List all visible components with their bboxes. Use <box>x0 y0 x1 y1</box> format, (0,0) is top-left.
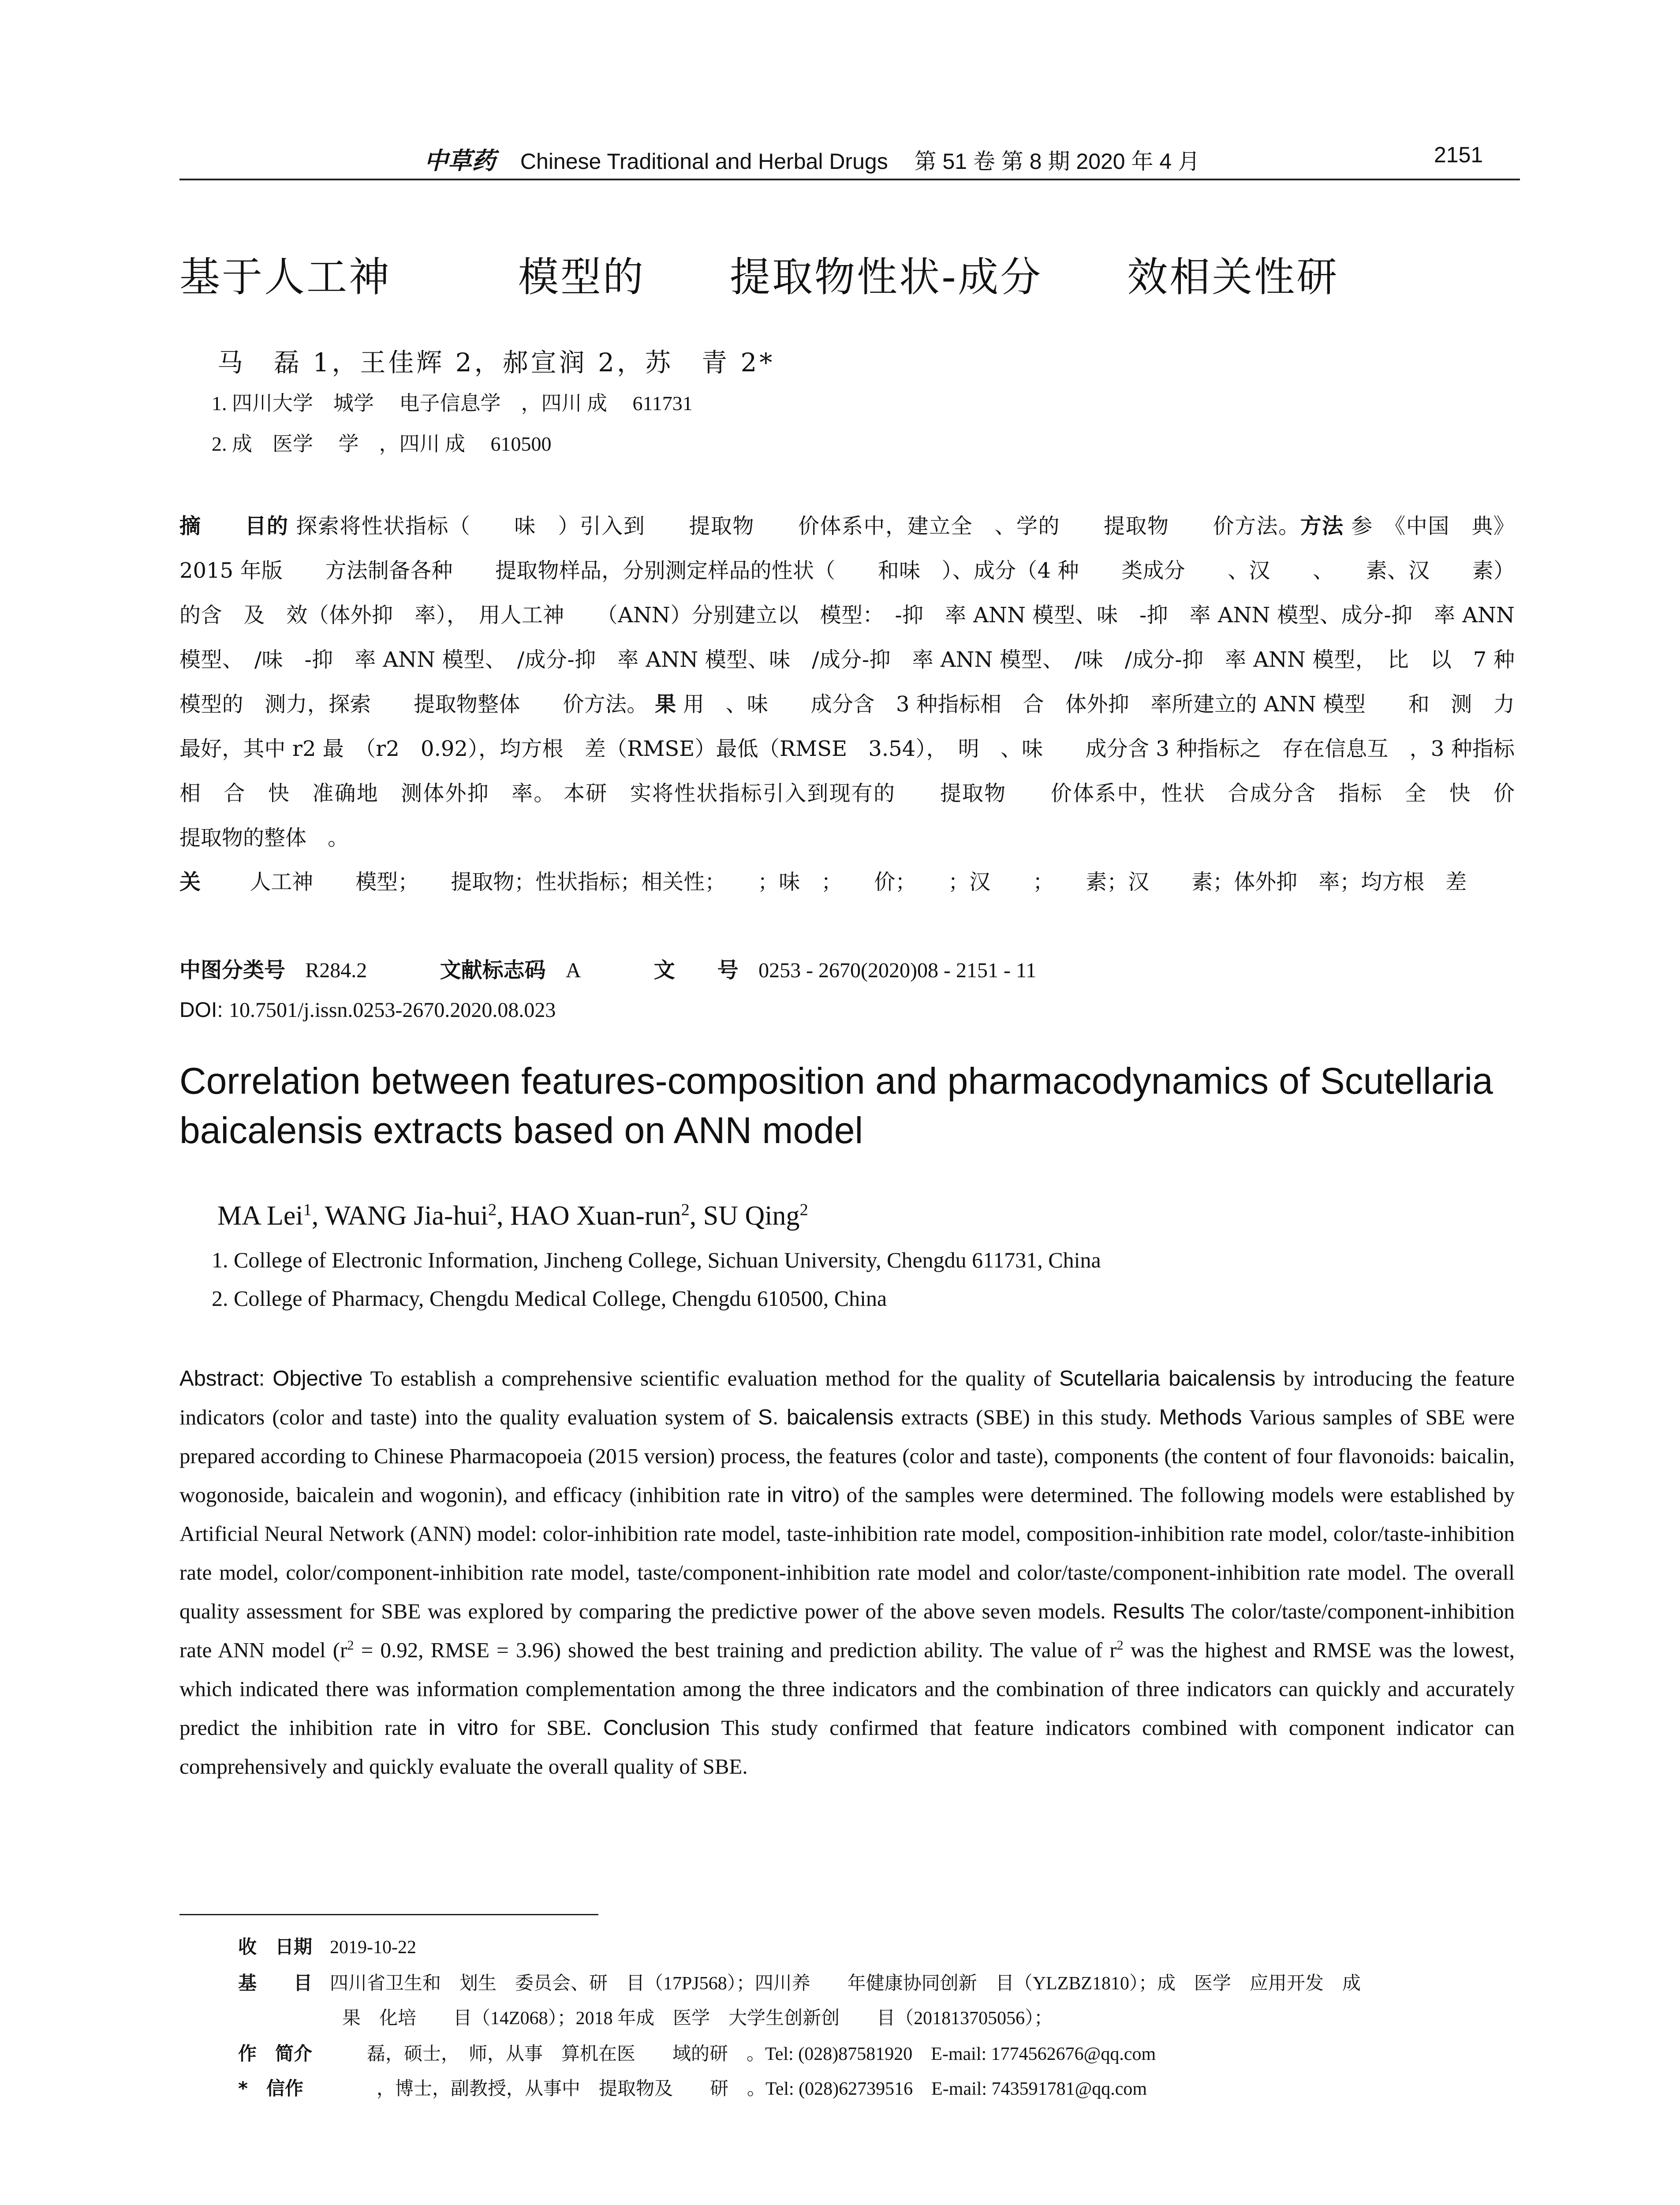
author-en-aff: 2 <box>681 1200 690 1219</box>
results-en-2: = 0.92, RMSE = 3.96) showed the best training and prediction ability. The value of r <box>354 1638 1117 1662</box>
corresponding-label: * 信作 <box>238 2078 303 2099</box>
objective-en-1: To establish a comprehensive scientific evaluation method for the quality of <box>370 1366 1052 1390</box>
results-en-label: Results <box>1113 1600 1185 1623</box>
authors-en: MA Lei$^1$, WANG Jia-hui$^2$, HAO Xuan-run$^2$, SU Qing$^2$ <box>217 1200 808 1231</box>
article-no-value: 0253 - 2670(2020)08 - 2151 - 11 <box>758 959 1037 982</box>
conclusion-en: This study confirmed that feature indicators combined with component indicator can comprehensively and quickly evaluate the overall quality of SBE. <box>179 1715 1515 1779</box>
superscript-2: 2 <box>1116 1637 1124 1653</box>
header-rule <box>179 179 1520 180</box>
author-en-name: SU Qing <box>703 1201 800 1231</box>
title-zh: 基于人工神 模型的 提取物性状-成分 效相关性研 <box>179 254 1339 301</box>
author-bio-label: 作 简介 <box>238 2043 313 2064</box>
results-zh-label: 果 <box>655 692 676 717</box>
species-abbr: S. baicalensis <box>758 1405 894 1429</box>
methods-zh: 参 《中国 典》2015 年版 方法制备各种 提取物样品，分别测定样品的性状（ 和味 ）、成分（4 种 类成分 、汉 、 素、汉 素）的含 及 效（体外抑 率）， 用人工神 （ANN）分别建立以 模型： -抑 率 ANN 模型、味 -抑 率 ANN 模型、成分-抑 率 ANN 模型、 /味 -抑 率 ANN 模型、 /成分-抑 率 ANN 模型、味 /成分-抑 率 ANN 模型、 /味 /成分-抑 率 ANN 模型， 比 以 7 种模型的 测力，探索 提取物整体 价方法。 <box>179 514 1515 717</box>
doi-label: DOI <box>179 998 217 1022</box>
author-bio: 磊，硕士， 师，从事 算机在医 域的研 。Tel: (028)87581920 E-mail: 1774562676@qq.com <box>330 2044 1156 2064</box>
keywords-zh <box>179 860 1515 904</box>
footnote-rule <box>179 1914 598 1915</box>
abstract-zh <box>179 504 1557 860</box>
affiliation-zh-2: 2. 成 医学 学 ，四川 成 610500 <box>212 433 552 455</box>
in-vitro-term: in vitro <box>767 1483 833 1507</box>
author-en-aff: 2 <box>799 1200 808 1219</box>
objective-en-3: extracts (SBE) in this study. <box>901 1405 1152 1429</box>
article-no-label: 文 号 <box>653 958 739 983</box>
footnote-author <box>238 2039 1156 2066</box>
journal-name: Chinese Traditional and Herbal Drugs <box>520 149 888 174</box>
doc-code-label: 文献标志码 <box>440 958 546 983</box>
author-en-aff: 1 <box>303 1200 312 1219</box>
doc-code-value: A <box>565 959 581 982</box>
methods-en-label: Methods <box>1159 1405 1242 1429</box>
abstract-en <box>179 1359 1515 1786</box>
authors-zh: 马 磊 1，王佳辉 2，郝宣润 2，苏 青 2* <box>217 348 775 377</box>
results-en-4: for SBE. <box>510 1715 592 1740</box>
doi-line: DOI: 10.7501/j.issn.0253-2670.2020.08.023 <box>179 998 556 1022</box>
issue-info: 第 51 卷 第 8 期 2020 年 4 月 <box>914 149 1200 174</box>
in-vitro-term: in vitro <box>428 1716 498 1740</box>
objective-en-label: Objective <box>273 1367 363 1390</box>
keywords-zh-label: 关 <box>179 870 243 894</box>
affiliation-zh-1: 1. 四川大学 城学 电子信息学 ，四川 成 611731 <box>212 392 693 415</box>
methods-en-2: ) of the samples were determined. The following models were established by Artificial Neural Network (ANN) model: color-inhibition rate model, taste-inhibition rate model, composition-inhibition rate model, color/taste-inhibition rate model, color/component-inhibition rate model, taste/component-inhibition rate model and color/taste/component-inhibition rate model. The overall quality assessment for SBE was explored by comparing the predictive power of the above seven models. <box>179 1483 1515 1623</box>
affiliation-en-2: 2. College of Pharmacy, Chengdu Medical College, Chengdu 610500, China <box>212 1286 887 1311</box>
author-en-name: MA Lei <box>217 1201 303 1231</box>
footnote-corresponding <box>238 2074 1147 2100</box>
author-en-aff: 2 <box>488 1200 497 1219</box>
objective-en-2: by introducing the feature indicators (color and taste) into the quality evaluation system of <box>179 1366 1515 1429</box>
objective-zh-label: 目的 <box>245 514 289 538</box>
fund-text: 四川省卫生和 划生 委员会、研 目（17PJ568）；四川养 年健康协同创新 目（YLZBZ1810）；成 医学 应用开发 成 <box>330 1973 1361 1994</box>
page-number: 2151 <box>1434 142 1483 167</box>
running-header <box>424 142 1200 176</box>
footnote-received <box>238 1932 416 1959</box>
received-label: 收 日期 <box>238 1936 313 1958</box>
conclusion-zh: 本研 实将性状指标引入到现有的 提取物 价体系中，性状 合成分含 指标 全 快 价 提取物的整体 。 <box>179 781 1557 850</box>
superscript-2: 2 <box>347 1637 354 1653</box>
classification-line <box>179 948 1515 993</box>
conclusion-en-label: Conclusion <box>603 1716 710 1740</box>
methods-en-1: Various samples of SBE were prepared according to Chinese Pharmacopoeia (2015 version) process, the features (color and taste), components (the content of four flavonoids: baicalin, wogonoside, baicalein and wogonin), and efficacy (inhibition rate <box>179 1405 1515 1507</box>
fund-label: 基 目 <box>238 1972 313 1994</box>
affiliation-en-1: 1. College of Electronic Information, Jincheng College, Sichuan University, Chengdu 611731, China <box>212 1248 1101 1272</box>
corresponding-bio: ，博士，副教授，从事中 提取物及 研 。Tel: (028)62739516 E-mail: 743591781@qq.com <box>321 2079 1147 2099</box>
journal-logo: 中草药 <box>424 148 496 174</box>
results-zh: 用 、味 成分含 3 种指标相 合 体外抑 率所建立的 ANN 模型 和 测 力最好，其中 r2 最 （r2 0.92），均方根 差（RMSE）最低（RMSE 3.54）， 明 、味 成分含 3 种指标之 存在信息互 ，3 种指标相 合 快 准确地 测体外抑 率。 <box>179 692 1515 806</box>
abstract-zh-label: 摘 <box>179 514 245 538</box>
title-en: Correlation between features-composition and pharmacodynamics of Scutellaria baicalensis extracts based on ANN model <box>179 1060 1493 1151</box>
author-en-name: WANG Jia-hui <box>325 1201 488 1231</box>
species-name: Scutellaria baicalensis <box>1059 1367 1276 1390</box>
footnote-fund-cont: 果 化培 目（14Z068）；2018 年成 医学 大学生创新创 目（201813705056）； <box>342 2008 1053 2029</box>
objective-zh: 探索将性状指标（ 味 ）引入到 提取物 价体系中，建立全 、学的 提取物 价方法。 <box>296 514 1300 538</box>
methods-zh-label: 方法 <box>1300 514 1344 538</box>
keywords-zh-text: 人工神 模型； 提取物；性状指标；相关性； ；味 ； 价； ；汉 ； 素；汉 素；体外抑 率；均方根 差 <box>250 870 1467 894</box>
clc-value: R284.2 <box>305 959 367 982</box>
received-date: 2019-10-22 <box>330 1937 416 1958</box>
footnote-fund <box>238 1969 1361 1995</box>
results-en-3: was the highest and RMSE was the lowest, which indicated there was information complementation among the three indicators and the combination of three indicators can quickly and accurately predict the inhibition rate <box>179 1638 1515 1740</box>
abstract-en-label: Abstract: <box>179 1367 265 1390</box>
author-en-name: HAO Xuan-run <box>510 1201 681 1231</box>
doi-value: 10.7501/j.issn.0253-2670.2020.08.023 <box>229 998 556 1022</box>
results-en-1: The color/taste/component-inhibition rate ANN model (r <box>179 1599 1515 1662</box>
clc-label: 中图分类号 <box>179 958 286 983</box>
